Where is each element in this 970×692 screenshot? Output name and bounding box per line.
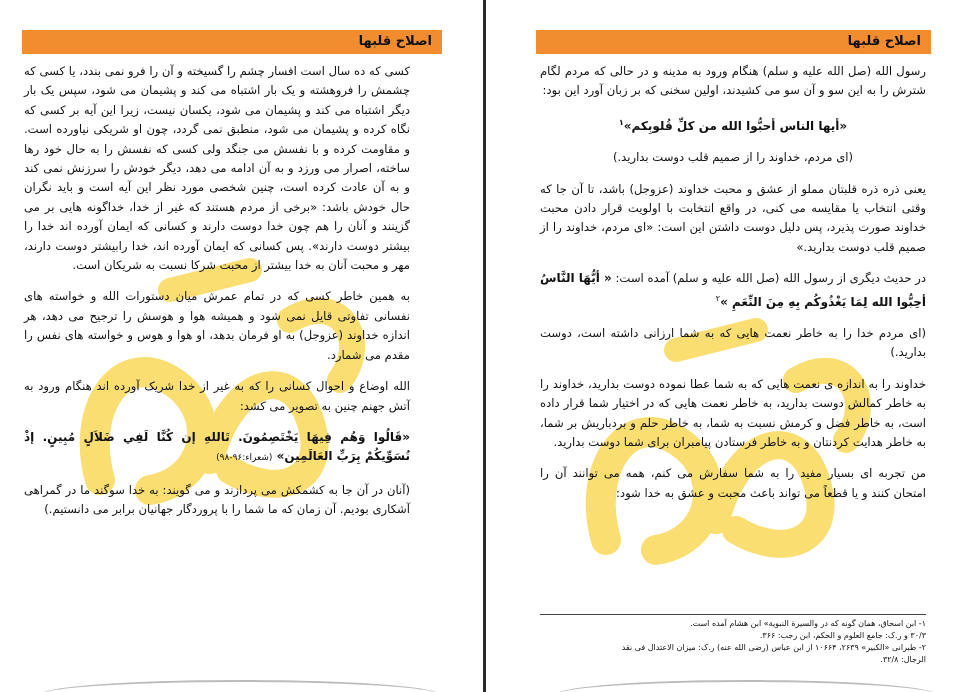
footnote-line: الرجال: ۳۲/۸.	[880, 655, 926, 664]
hadith-translation: (ای مردم خدا را به خاطر نعمت هایی که به شما ارزانی داشته است، دوست بدارید.)	[540, 325, 926, 360]
verse-text: «قَالُوا وَهُم فِيهَا يَخْتَصِمُونَ. تَاللهِ إن كُنَّا لَفِي ضَلاَلٍ مُبِينٍ. إذْ نُسَوِّيكُمْ بِرَبِّ العَالَمِين»	[24, 429, 410, 464]
section-header: اصلاح قلبها	[22, 30, 442, 54]
footnote-line: ۱- ابن اسحاق، همان گونه که در والسيرة النبوية» ابن هشام آمده است.	[690, 619, 926, 628]
footnote-marker: ۱	[618, 117, 624, 127]
quran-verse	[24, 428, 410, 469]
footnote-marker: ۲	[715, 293, 721, 303]
paragraph: رسول الله (صل الله علیه و سلم) هنگام ورود به مدینه و در حالی که مردم لگام شترش را به این سو و آن سو می کشیدند، اولین سخنی که بر زبان آورد این بود:	[540, 64, 926, 98]
verse-reference: (شعراء:۹۶-۹۸)	[216, 453, 273, 464]
paragraph: به همین خاطر کسی که در تمام عمرش میان دستورات الله و خواسته های نفسانی تفاوتی قایل نمی شود و همیشه هوا و هوسش را ترجیح می دهد، هر اندازه خداوند (عزوجل) به او فرمان بدهد، او هوا و هوس و خواسته های نفس را مقدم می شمارد.	[24, 289, 410, 362]
footnote-line: ۳۰/۳ و ر.ک: جامع العلوم و الحکم، ابن رجب: ۳۶۶.	[759, 631, 926, 640]
paragraph: یعنی ذره ذره قلبتان مملو از عشق و محبت خداوند (عزوجل) باشد، تا آن جا که وقتی انتخاب یا مقایسه می کنی، در واقع انتخابت با اولویت قرار دادن محبت خداوند صورت پذیرد، پس دلیل دوست داشتن این است: «ای مردم، خداوند را از صمیم قلب دوست بدارید.»	[540, 181, 926, 254]
left-page	[0, 0, 484, 692]
left-page-body	[24, 62, 410, 532]
page-edge-arc	[40, 680, 440, 692]
paragraph: کسی که ده سال است افسار چشم را گسیخته و آن را فرو نمی بندد، یا کسی که چشمش را فروهشته و یک بار اشتباه می کند و پشیمان می شود، سپس یک بار دیگر اشتباه می کند و پشیمان می شود، یکسان نیست، زیرا این آیه بر کسی که نگاه کرده و پشیمان می شود، منطبق نمی گردد، چون او شریکی نیاورده است. و مقاومت کرده و با نفسش می جنگد ولی کسی که نفسش را به حال خود رها ساخته، اصرار می ورزد و به آن ادامه می دهد، دیگر خودش را سرزنش نمی کند و به آن عادت کرده است، چنین شخصی مورد نظر این آیه است و باید نگران حال خودش باشد: «برخی از مردم هستند که غیر از خدا، خداگونه هایی بر می گزینند و آنان را هم چون خدا دوست دارند و کسانی که ایمان آورده اند خدا را بیشتر دوست دارند». پس کسانی که ایمان آورده اند، خدا رابیشتر دوست دارند، مهر و محبت آنان به خدا بیشتر از محبت شرکا نسبت به شریکان است.	[24, 64, 410, 273]
hadith-translation: (ای مردم، خداوند را از صمیم قلب دوست بدارید.)	[612, 150, 854, 165]
footnotes	[540, 614, 926, 666]
paragraph: خداوند را به اندازه ی نعمت هایی که به شما عطا نموده دوست بدارید، خداوند را به خاطر کمالش دوست بدارید، به خاطر نعمت هایی که در اختیار شما قرار داده است، به خاطر فضل و کرمش نسبت به شما، به خاطر حلم و بردباریش بر شما، به خاطر هدایت کردنتان و به خاطر فرستادن پیامبران برای شما دوست بدارید.	[540, 376, 926, 449]
hadith-arabic: «أيها الناس أحبُّوا الله من كلِّ قُلوبِكم»	[623, 118, 848, 133]
page-edge-arc	[556, 680, 936, 692]
verse-translation: (آنان در آن جا به کشمکش می پردازند و می گویند: به خدا سوگند ما در گمراهی آشکاری بودیم. آن زمان که ما شما را با پروردگار جهانیان برابر می دانستیم.)	[24, 482, 410, 517]
hadith-arabic: « أيُّهَا النَّاسُ أحِبُّوا الله لِمَا يَغْذُوكُم بِهِ مِنَ النِّعَمِ »	[540, 271, 926, 309]
paragraph	[540, 269, 926, 312]
right-page	[486, 0, 970, 692]
footnote-line: ۲- طبرانی «الکبیر» ۲۶۳۹، ۱۰۶۶۴ از ابن عباس (رضی الله عنه) ر.ک: میزان الاعتدال فی نقد	[621, 643, 926, 652]
paragraph: الله اوضاع و احوال کسانی را که به غیر از خدا شریک آورده اند هنگام ورود به آتش جهنم چنین به تصویر می کشد:	[24, 379, 410, 413]
section-header: اصلاح قلبها	[536, 30, 931, 54]
paragraph-text: در حدیث دیگری از رسول الله (صل الله علیه و سلم) آمده است:	[615, 271, 926, 286]
right-page-body	[540, 62, 926, 515]
paragraph: من تجربه ای بسیار مفید را به شما سفارش می کنم، همه می توانند آن را امتحان کنند و یا قطعاً می تواند باعث محبت و عشق به خدا شود:	[540, 466, 926, 500]
hadith-text	[540, 113, 926, 136]
